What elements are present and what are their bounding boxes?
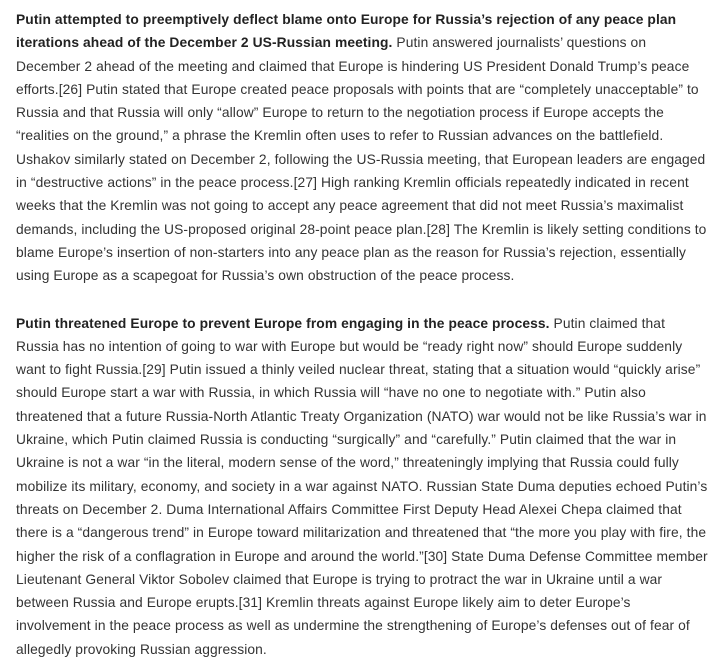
- paragraph-lead: Putin attempted to preemptively deflect blame onto Europe for Russia’s rejection of any peace plan iterations ahead of the December 2 US-Russian meeting.: [16, 12, 677, 51]
- paragraph-europe-blame: [16, 8, 709, 288]
- paragraph-text: Putin answered journalists’ questions on December 2 ahead of the meeting and claimed that Europe is hindering US President Donald Trump’s peace efforts.[26] Putin stated that Europe created peace proposals with points that are “completely unacceptable” to Russia and that Russia will only “allow” Europe to return to the negotiation process if Europe accepts the “realities on the ground,” a phrase the Kremlin often uses to refer to Russian advances on the battlefield. Ushakov similarly stated on December 2, following the US-Russia meeting, that European leaders are engaged in “destructive actions” in the peace process.[27] High ranking Kremlin officials repeatedly indicated in recent weeks that the Kremlin was not going to accept any peace agreement that did not meet Russia’s maximalist demands, including the US-proposed original 28-point peace plan.[28] The Kremlin is likely setting conditions to blame Europe’s insertion of non-starters into any peace plan as the reason for Russia’s rejection, essentially using Europe as a scapegoat for Russia’s own obstruction of the peace process.: [16, 35, 707, 284]
- paragraph-lead: Putin threatened Europe to prevent Europe from engaging in the peace process.: [16, 315, 550, 331]
- paragraph-text: Putin claimed that Russia has no intention of going to war with Europe but would be “ready right now” should Europe suddenly want to fight Russia.[29] Putin issued a thinly veiled nuclear threat, stating that a situation would “quickly arise” should Europe start a war with Russia, in which Russia will “have no one to negotiate with.” Putin also threatened that a future Russia-North Atlantic Treaty Organization (NATO) war would not be like Russia’s war in Ukraine, which Putin claimed Russia is conducting “surgically” and “carefully.” Putin claimed that the war in Ukraine is not a war “in the literal, modern sense of the word,” threateningly implying that Russia could fully mobilize its military, economy, and society in a war against NATO. Russian State Duma deputies echoed Putin’s threats on December 2. Duma International Affairs Committee First Deputy Head Alexei Chepa claimed that there is a “dangerous trend” in Europe toward militarization and threatened that “the more you play with fire, the higher the risk of a conflagration in Europe and around the world.”[30] State Duma Defense Committee member Lieutenant General Viktor Sobolev claimed that Europe is trying to protract the war in Ukraine until a war between Russia and Europe erupts.[31] Kremlin threats against Europe likely aim to deter Europe’s involvement in the peace process as well as undermine the strengthening of Europe’s defenses out of fear of allegedly provoking Russian aggression.: [16, 315, 708, 657]
- paragraph-europe-threats: [16, 312, 709, 661]
